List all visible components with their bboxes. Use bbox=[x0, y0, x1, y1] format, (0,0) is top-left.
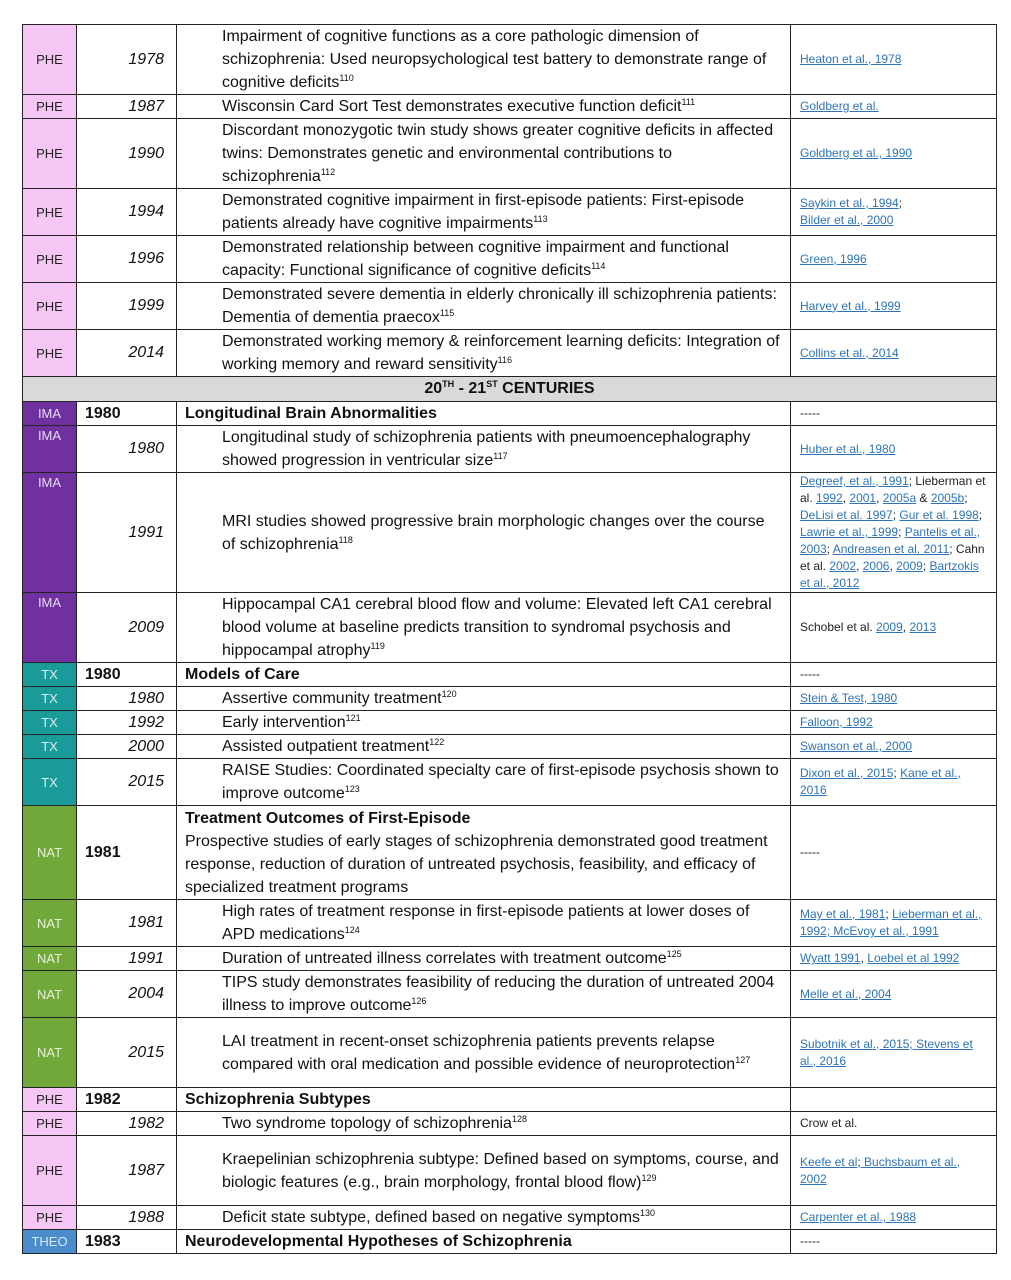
description-text: MRI studies showed progressive brain morphologic changes over the course of schizophrenia bbox=[222, 512, 765, 553]
year-cell: 1980 bbox=[77, 426, 177, 473]
table-row bbox=[23, 95, 997, 119]
description-text: Assertive community treatment bbox=[222, 690, 442, 707]
reference-cell bbox=[791, 1088, 997, 1112]
year-cell: 2014 bbox=[77, 330, 177, 377]
year-cell: 1980 bbox=[77, 663, 177, 687]
footnote-number: 128 bbox=[511, 1114, 527, 1124]
category-badge: PHE bbox=[23, 1112, 77, 1136]
footnote-number: 122 bbox=[429, 737, 445, 747]
description-text: Deficit state subtype, defined based on negative symptoms bbox=[222, 1209, 641, 1226]
reference-text: , bbox=[889, 559, 897, 573]
description-cell bbox=[177, 25, 791, 95]
reference-link[interactable]: 2013 bbox=[909, 620, 937, 634]
category-badge: IMA bbox=[23, 593, 77, 663]
category-badge: PHE bbox=[23, 236, 77, 283]
description-cell bbox=[177, 1088, 791, 1112]
reference-cell bbox=[791, 283, 997, 330]
category-badge: IMA bbox=[23, 473, 77, 593]
century-text: 20 bbox=[424, 380, 443, 397]
category-badge: PHE bbox=[23, 283, 77, 330]
reference-cell bbox=[791, 426, 997, 473]
description-cell bbox=[177, 1112, 791, 1136]
year-cell: 1983 bbox=[77, 1230, 177, 1254]
category-badge: IMA bbox=[23, 402, 77, 426]
reference-cell bbox=[791, 663, 997, 687]
year-cell: 1987 bbox=[77, 95, 177, 119]
footnote-number: 130 bbox=[640, 1208, 656, 1218]
description-text: Two syndrome topology of schizophrenia bbox=[222, 1115, 512, 1132]
section-title: Neurodevelopmental Hypotheses of Schizophrenia bbox=[185, 1233, 572, 1250]
reference-link[interactable]: 2001 bbox=[849, 491, 877, 505]
century-text: ST bbox=[486, 379, 498, 389]
description-cell bbox=[177, 426, 791, 473]
reference-cell bbox=[791, 687, 997, 711]
description-text: Demonstrated severe dementia in elderly chronically ill schizophrenia patients: Dementia of dementia praecox bbox=[222, 286, 777, 326]
table-row bbox=[23, 330, 997, 377]
category-badge: PHE bbox=[23, 330, 77, 377]
reference-cell bbox=[791, 119, 997, 189]
reference-text: ; bbox=[857, 1154, 861, 1169]
reference-text: ; Lieberman et al. bbox=[800, 474, 986, 505]
table-row bbox=[23, 1112, 997, 1136]
table-row bbox=[23, 236, 997, 283]
reference-cell bbox=[791, 1136, 997, 1206]
footnote-number: 117 bbox=[493, 451, 508, 461]
reference-link[interactable]: Keefe et al bbox=[800, 1154, 858, 1169]
footnote-number: 120 bbox=[441, 689, 457, 699]
year-cell: 2015 bbox=[77, 759, 177, 806]
category-badge: TX bbox=[23, 663, 77, 687]
reference-cell bbox=[791, 759, 997, 806]
reference-cell bbox=[791, 402, 997, 426]
table-row bbox=[23, 1018, 997, 1088]
table-row bbox=[23, 687, 997, 711]
reference-text: & bbox=[916, 491, 931, 505]
year-cell: 1982 bbox=[77, 1112, 177, 1136]
footnote-number: 121 bbox=[345, 713, 361, 723]
reference-link[interactable]: 2005b bbox=[930, 491, 965, 505]
table-row bbox=[23, 947, 997, 971]
description-cell bbox=[177, 900, 791, 947]
reference-link[interactable]: Dixon et al., 2015 bbox=[800, 766, 894, 780]
reference-text: , bbox=[860, 951, 868, 965]
category-badge: NAT bbox=[23, 947, 77, 971]
reference-link[interactable]: Green, 1996 bbox=[800, 251, 867, 266]
reference-text: , bbox=[876, 491, 883, 505]
reference-link[interactable]: Lawrie et al., 1999 bbox=[800, 525, 899, 539]
year-cell: 1982 bbox=[77, 1088, 177, 1112]
section-title: Models of Care bbox=[185, 666, 300, 683]
year-cell: 1981 bbox=[77, 900, 177, 947]
description-cell bbox=[177, 971, 791, 1018]
description-cell bbox=[177, 1018, 791, 1088]
reference-text: Crow et al. bbox=[800, 1116, 858, 1130]
year-cell: 1988 bbox=[77, 1206, 177, 1230]
description-text: Impairment of cognitive functions as a core pathologic dimension of schizophrenia: Used neuropsychological test battery to demonstrate range of cognitive deficits bbox=[222, 28, 767, 91]
reference-link[interactable]: Pantelis et al., 2003 bbox=[800, 525, 981, 556]
year-cell: 1994 bbox=[77, 189, 177, 236]
category-badge: THEO bbox=[23, 1230, 77, 1254]
category-badge: PHE bbox=[23, 25, 77, 95]
description-text: Hippocampal CA1 cerebral blood flow and volume: Elevated left CA1 cerebral blood volume at baseline predicts transition to syndromal psychosis and hippocampal atrophy bbox=[222, 596, 772, 659]
footnote-number: 129 bbox=[641, 1172, 657, 1183]
description-text: Assisted outpatient treatment bbox=[222, 738, 430, 755]
table-row bbox=[23, 283, 997, 330]
year-cell: 1991 bbox=[77, 947, 177, 971]
reference-link[interactable]: Goldberg et al. bbox=[800, 99, 879, 113]
description-text: Demonstrated cognitive impairment in first-episode patients: First-episode patients already have cognitive impairments bbox=[222, 192, 745, 232]
table-row bbox=[23, 711, 997, 735]
table-row bbox=[23, 1206, 997, 1230]
section-header-row bbox=[23, 663, 997, 687]
reference-link[interactable]: Subotnik et al., 2015; Stevens et al., 2016 bbox=[800, 1036, 973, 1068]
table-row bbox=[23, 426, 997, 473]
category-badge: NAT bbox=[23, 806, 77, 900]
footnote-number: 113 bbox=[533, 214, 548, 224]
reference-link[interactable]: 2006 bbox=[862, 559, 890, 573]
description-text: Demonstrated working memory & reinforcement learning deficits: Integration of working memory and reward sensitivity bbox=[222, 333, 780, 373]
reference-cell bbox=[791, 593, 997, 663]
reference-link[interactable]: 2009 bbox=[896, 559, 923, 573]
description-text: TIPS study demonstrates feasibility of reducing the duration of untreated 2004 illness to improve outcome bbox=[222, 974, 775, 1014]
footnote-number: 126 bbox=[411, 996, 427, 1006]
year-cell: 2009 bbox=[77, 593, 177, 663]
reference-link[interactable]: Bilder et al., 2000 bbox=[800, 213, 894, 227]
footnote-number: 123 bbox=[344, 784, 360, 794]
reference-cell bbox=[791, 711, 997, 735]
section-header-row bbox=[23, 402, 997, 426]
footnote-number: 110 bbox=[339, 73, 354, 83]
year-cell: 1980 bbox=[77, 687, 177, 711]
year-cell: 1980 bbox=[77, 402, 177, 426]
reference-link[interactable]: Goldberg et al., 1990 bbox=[800, 146, 913, 160]
reference-cell bbox=[791, 473, 997, 593]
description-cell bbox=[177, 735, 791, 759]
reference-link[interactable]: Melle et al., 2004 bbox=[800, 986, 892, 1001]
reference-text: ; bbox=[898, 525, 905, 539]
reference-cell bbox=[791, 330, 997, 377]
reference-cell bbox=[791, 95, 997, 119]
reference-link[interactable]: 2005a bbox=[882, 491, 917, 505]
reference-link[interactable]: Falloon, 1992 bbox=[800, 715, 873, 729]
reference-cell bbox=[791, 947, 997, 971]
category-badge: TX bbox=[23, 735, 77, 759]
year-cell: 1990 bbox=[77, 119, 177, 189]
reference-link[interactable]: DeLisi et al. 1997 bbox=[800, 508, 893, 522]
description-text: Discordant monozygotic twin study shows greater cognitive deficits in affected twins: Demonstrates genetic and environmental contributions to schizophrenia bbox=[222, 122, 774, 185]
category-badge: PHE bbox=[23, 119, 77, 189]
reference-text: ; bbox=[922, 559, 930, 573]
century-banner bbox=[23, 377, 997, 402]
description-text: Kraepelinian schizophrenia subtype: Defined based on symptoms, course, and biologic features (e.g., brain morphology, frontal blood flow) bbox=[222, 1150, 779, 1191]
description-cell bbox=[177, 330, 791, 377]
reference-text: ; bbox=[826, 542, 833, 556]
reference-cell bbox=[791, 189, 997, 236]
reference-text: ; bbox=[893, 766, 901, 780]
description-cell bbox=[177, 189, 791, 236]
reference-link[interactable]: Andreasen et al. 2011 bbox=[832, 542, 950, 556]
footnote-number: 119 bbox=[370, 641, 385, 651]
reference-link[interactable]: Kane et al., 2016 bbox=[800, 766, 961, 797]
reference-link[interactable]: Swanson et al., 2000 bbox=[800, 739, 913, 753]
table-row bbox=[23, 189, 997, 236]
footnote-number: 127 bbox=[735, 1054, 751, 1065]
description-text: Duration of untreated illness correlates with treatment outcome bbox=[222, 950, 667, 967]
century-text: - 21 bbox=[454, 380, 487, 397]
reference-cell bbox=[791, 1206, 997, 1230]
year-cell: 1999 bbox=[77, 283, 177, 330]
category-badge: TX bbox=[23, 687, 77, 711]
reference-cell bbox=[791, 1230, 997, 1254]
description-cell bbox=[177, 806, 791, 900]
reference-text: ; bbox=[978, 508, 983, 522]
no-reference-placeholder: ----- bbox=[800, 406, 820, 420]
description-cell bbox=[177, 1230, 791, 1254]
section-summary: Prospective studies of early stages of schizophrenia demonstrated good treatment response, reduction of duration of untreated psychosis, feasibility, and efficacy of specialized treatment programs bbox=[185, 832, 768, 896]
section-title: Longitudinal Brain Abnormalities bbox=[185, 405, 437, 422]
category-badge: NAT bbox=[23, 971, 77, 1018]
description-text: LAI treatment in recent-onset schizophrenia patients prevents relapse compared with oral medication and possible evidence of neuroprotection bbox=[222, 1032, 736, 1073]
table-row bbox=[23, 25, 997, 95]
year-cell: 1991 bbox=[77, 473, 177, 593]
reference-cell bbox=[791, 806, 997, 900]
table-row bbox=[23, 971, 997, 1018]
description-cell bbox=[177, 1206, 791, 1230]
description-cell bbox=[177, 1136, 791, 1206]
section-title: Treatment Outcomes of First-Episode bbox=[185, 809, 471, 827]
reference-link[interactable]: Loebel et al 1992 bbox=[867, 951, 960, 965]
no-reference-placeholder: ----- bbox=[800, 1234, 820, 1248]
category-badge: IMA bbox=[23, 426, 77, 473]
reference-text: ; Cahn et al. bbox=[800, 542, 985, 573]
reference-link[interactable]: Heaton et al., 1978 bbox=[800, 52, 902, 66]
footnote-number: 111 bbox=[681, 97, 696, 107]
description-cell bbox=[177, 473, 791, 593]
reference-link[interactable]: May et al., 1981 bbox=[800, 907, 886, 921]
reference-link[interactable]: Saykin et al., 1994 bbox=[800, 196, 899, 210]
description-cell bbox=[177, 236, 791, 283]
description-cell bbox=[177, 947, 791, 971]
section-header-row bbox=[23, 1230, 997, 1254]
year-cell: 2015 bbox=[77, 1018, 177, 1088]
reference-cell bbox=[791, 25, 997, 95]
reference-link[interactable]: Stein & Test, 1980 bbox=[800, 691, 898, 705]
category-badge: PHE bbox=[23, 1088, 77, 1112]
description-cell bbox=[177, 687, 791, 711]
reference-text: , bbox=[856, 559, 863, 573]
reference-text: Schobel et al. bbox=[800, 620, 877, 634]
reference-link[interactable]: Gur et al. 1998 bbox=[899, 508, 979, 522]
table-row bbox=[23, 473, 997, 593]
year-cell: 1992 bbox=[77, 711, 177, 735]
reference-text: ; bbox=[964, 491, 968, 505]
reference-link[interactable]: Carpenter et al., 1988 bbox=[800, 1210, 917, 1224]
century-row bbox=[23, 377, 997, 402]
reference-link[interactable]: 2002 bbox=[829, 559, 857, 573]
description-cell bbox=[177, 593, 791, 663]
description-cell bbox=[177, 402, 791, 426]
description-text: High rates of treatment response in first-episode patients at lower doses of APD medications bbox=[222, 903, 750, 943]
year-cell: 2000 bbox=[77, 735, 177, 759]
reference-text: ; bbox=[892, 508, 900, 522]
description-text: RAISE Studies: Coordinated specialty care of first-episode psychosis shown to improve outcome bbox=[222, 762, 779, 802]
description-text: Longitudinal study of schizophrenia patients with pneumoencephalography showed progression in ventricular size bbox=[222, 429, 751, 469]
reference-link[interactable]: Collins et al., 2014 bbox=[800, 345, 899, 360]
category-badge: NAT bbox=[23, 1018, 77, 1088]
footnote-number: 114 bbox=[591, 261, 606, 271]
description-text: Wisconsin Card Sort Test demonstrates executive function deficit bbox=[222, 98, 682, 115]
table-row bbox=[23, 119, 997, 189]
timeline-table bbox=[22, 24, 997, 1254]
description-cell bbox=[177, 663, 791, 687]
reference-link[interactable]: Buchsbaum et al., 2002 bbox=[800, 1154, 961, 1186]
reference-text: , bbox=[842, 491, 850, 505]
reference-cell bbox=[791, 971, 997, 1018]
year-cell: 1987 bbox=[77, 1136, 177, 1206]
reference-link[interactable]: 2009 bbox=[876, 620, 903, 634]
footnote-number: 124 bbox=[344, 925, 360, 935]
year-cell: 1981 bbox=[77, 806, 177, 900]
year-cell: 2004 bbox=[77, 971, 177, 1018]
reference-link[interactable]: Lieberman et al., 1992; McEvoy et al., 1991 bbox=[800, 907, 982, 938]
no-reference-placeholder: ----- bbox=[800, 845, 820, 859]
footnote-number: 115 bbox=[439, 308, 455, 318]
category-badge: PHE bbox=[23, 95, 77, 119]
footnote-number: 112 bbox=[320, 167, 336, 177]
reference-link[interactable]: Bartzokis et al., 2012 bbox=[800, 559, 979, 590]
reference-link[interactable]: Wyatt 1991 bbox=[800, 951, 861, 965]
category-badge: NAT bbox=[23, 900, 77, 947]
year-cell: 1978 bbox=[77, 25, 177, 95]
reference-link[interactable]: 1992 bbox=[816, 491, 843, 505]
section-title: Schizophrenia Subtypes bbox=[185, 1091, 371, 1108]
no-reference-placeholder: ----- bbox=[800, 667, 820, 681]
category-badge: TX bbox=[23, 759, 77, 806]
table-row bbox=[23, 593, 997, 663]
footnote-number: 118 bbox=[338, 534, 353, 545]
category-badge: PHE bbox=[23, 189, 77, 236]
category-badge: PHE bbox=[23, 1136, 77, 1206]
description-cell bbox=[177, 711, 791, 735]
reference-link[interactable]: Harvey et al., 1999 bbox=[800, 298, 901, 313]
table-row bbox=[23, 900, 997, 947]
table-row bbox=[23, 1136, 997, 1206]
section-header-row bbox=[23, 806, 997, 900]
reference-text: ; bbox=[885, 907, 893, 921]
reference-cell bbox=[791, 236, 997, 283]
reference-text: ; bbox=[898, 196, 903, 210]
reference-link[interactable]: Degreef, et al., 1991 bbox=[800, 474, 909, 488]
footnote-number: 116 bbox=[497, 355, 513, 365]
description-text: Demonstrated relationship between cognitive impairment and functional capacity: Functional significance of cognitive deficits bbox=[222, 239, 729, 279]
footnote-number: 125 bbox=[666, 949, 682, 959]
description-cell bbox=[177, 759, 791, 806]
reference-cell bbox=[791, 1112, 997, 1136]
reference-cell bbox=[791, 1018, 997, 1088]
category-badge: PHE bbox=[23, 1206, 77, 1230]
reference-cell bbox=[791, 735, 997, 759]
century-text: CENTURIES bbox=[497, 380, 595, 397]
description-cell bbox=[177, 283, 791, 330]
description-text: Early intervention bbox=[222, 714, 346, 731]
category-badge: TX bbox=[23, 711, 77, 735]
section-header-row bbox=[23, 1088, 997, 1112]
reference-link[interactable]: Huber et al., 1980 bbox=[800, 441, 896, 456]
year-cell: 1996 bbox=[77, 236, 177, 283]
description-cell bbox=[177, 119, 791, 189]
table-row bbox=[23, 735, 997, 759]
description-cell bbox=[177, 95, 791, 119]
century-text: TH bbox=[442, 379, 455, 389]
reference-cell bbox=[791, 900, 997, 947]
table-row bbox=[23, 759, 997, 806]
reference-text: , bbox=[902, 620, 910, 634]
